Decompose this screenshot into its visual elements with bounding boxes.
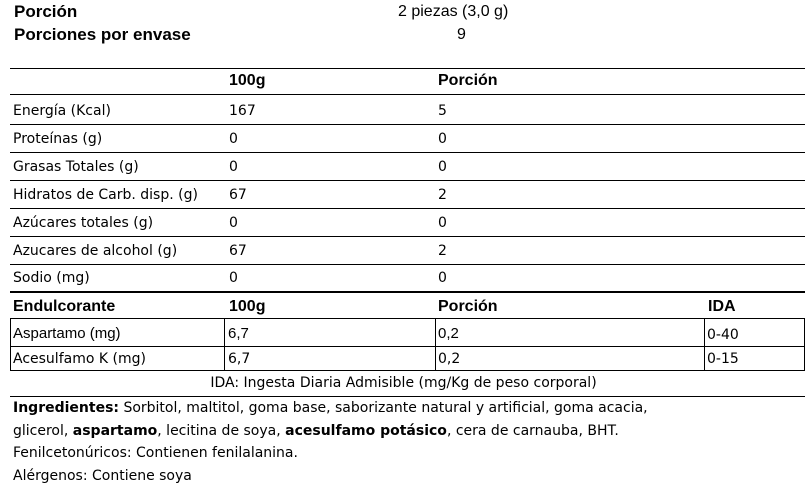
nutrient-value-portion: 0 [438, 215, 447, 231]
ingredients-line-1 [13, 397, 648, 420]
nutrient-value-100g: 67 [229, 243, 247, 259]
nutrient-label: Grasas Totales (g) [13, 159, 139, 175]
nutrition-col-portion: Porción [438, 72, 498, 89]
ida-footnote: IDA: Ingesta Diaria Admisible (mg/Kg de peso corporal) [210, 375, 597, 391]
sweetener-col-100g: 100g [229, 298, 266, 315]
cell-border [224, 318, 225, 371]
row-divider [10, 180, 805, 181]
cell-border [804, 318, 805, 371]
table-top-rule [10, 68, 805, 69]
sweetener-name: Aspartamo (mg) [13, 325, 121, 342]
sweetener-col-ida: IDA [708, 298, 736, 315]
nutrient-value-portion: 0 [438, 131, 447, 147]
row-divider [10, 152, 805, 153]
cell-border [704, 318, 705, 371]
nutrient-value-portion: 2 [438, 187, 447, 203]
nutrient-value-100g: 167 [229, 103, 256, 119]
servings-per-container-value: 9 [457, 26, 466, 43]
sweetener-col-name: Endulcorante [13, 298, 116, 315]
nutrient-value-100g: 67 [229, 187, 247, 203]
cell-border [10, 318, 11, 371]
ingredients-line-2 [13, 420, 648, 443]
ingredients-text: glicerol, [13, 422, 73, 439]
nutrient-value-portion: 0 [438, 270, 447, 286]
servings-per-container-label: Porciones por envase [14, 25, 191, 44]
row-divider [10, 318, 805, 319]
nutrient-value-100g: 0 [229, 159, 238, 175]
nutrient-value-portion: 5 [438, 103, 447, 119]
cell-border [435, 318, 436, 371]
nutrient-value-100g: 0 [229, 270, 238, 286]
sweetener-value-portion: 0,2 [438, 325, 459, 342]
sweetener-ida: 0-15 [707, 351, 739, 367]
allergens-statement: Alérgenos: Contiene soya [13, 467, 192, 484]
nutrient-label: Sodio (mg) [13, 270, 90, 286]
nutrient-value-portion: 2 [438, 243, 447, 259]
section-divider [10, 291, 805, 293]
ingredients-text: , cera de carnauba, BHT. [446, 422, 619, 439]
nutrition-col-100g: 100g [229, 72, 266, 89]
phenylketonurics-warning: Fenilcetonúricos: Contienen fenilalanina. [13, 445, 298, 461]
portion-label: Porción [14, 2, 78, 21]
sweetener-ida: 0-40 [707, 327, 739, 343]
row-divider [10, 346, 805, 347]
nutrient-value-portion: 0 [438, 159, 447, 175]
row-divider [10, 370, 805, 371]
row-divider [10, 208, 805, 209]
row-divider [10, 94, 805, 95]
nutrient-label: Proteínas (g) [13, 131, 103, 147]
nutrient-value-100g: 0 [229, 131, 238, 147]
ingredients-label: Ingredientes: [13, 400, 119, 416]
ingredients-text: Sorbitol, maltitol, goma base, saborizante natural y artificial, goma acacia, [119, 400, 648, 416]
ingredient-acesulfame: acesulfamo potásico [285, 422, 447, 439]
row-divider [10, 124, 805, 125]
sweetener-name: Acesulfamo K (mg) [13, 351, 146, 367]
row-divider [10, 264, 805, 265]
portion-value: 2 piezas (3,0 g) [398, 3, 509, 20]
sweetener-value-100g: 6,7 [228, 351, 251, 367]
sweetener-value-100g: 6,7 [228, 325, 249, 342]
ingredient-aspartame: aspartamo [72, 422, 158, 439]
row-divider [10, 236, 805, 237]
nutrient-label: Azúcares totales (g) [13, 215, 154, 231]
ingredients-block [13, 397, 648, 487]
nutrient-value-100g: 0 [229, 215, 238, 231]
sweetener-value-portion: 0,2 [438, 351, 461, 367]
nutrient-label: Energía (Kcal) [13, 103, 111, 119]
sweetener-col-portion: Porción [438, 298, 498, 315]
nutrient-label: Azucares de alcohol (g) [13, 243, 178, 259]
nutrient-label: Hidratos de Carb. disp. (g) [13, 187, 198, 203]
ingredients-text: , lecitina de soya, [157, 422, 286, 439]
